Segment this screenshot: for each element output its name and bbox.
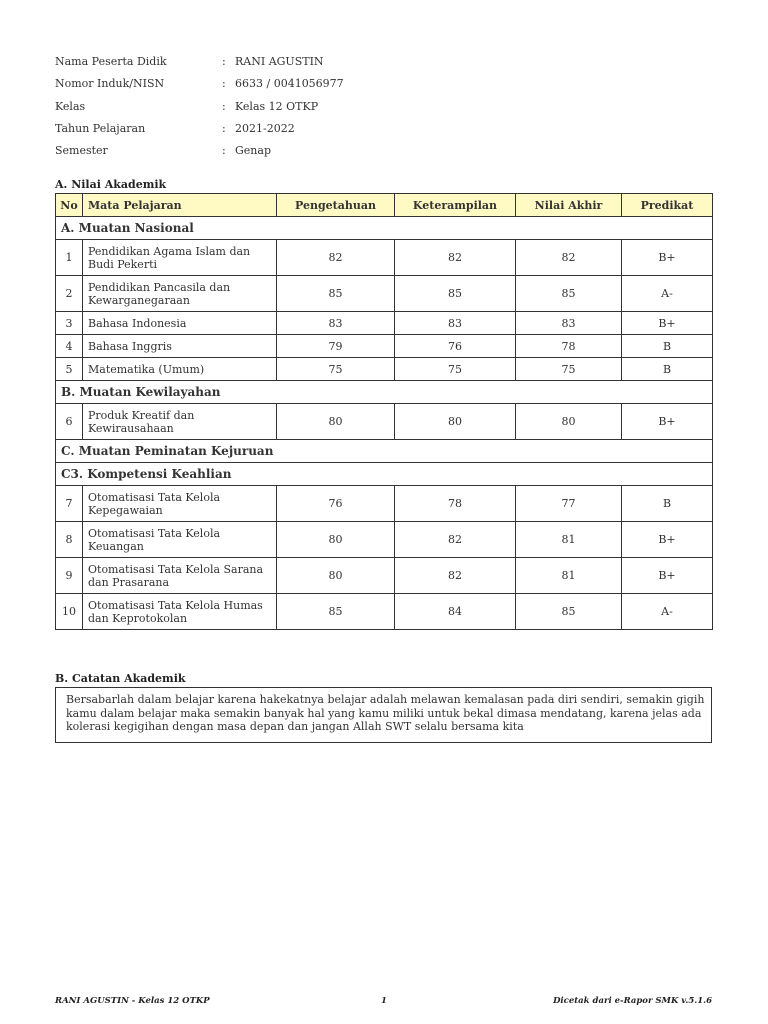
cell-final: 82 (516, 240, 622, 276)
cell-no: 4 (56, 335, 83, 358)
footer-printed-by: Dicetak dari e-Rapor SMK v.5.1.6 (553, 996, 712, 1006)
cell-final: 85 (516, 276, 622, 312)
cell-subject: Otomatisasi Tata Kelola Sarana dan Prasarana (83, 558, 277, 594)
header-skills: Keterampilan (395, 194, 516, 217)
cell-predicate: A- (622, 276, 713, 312)
cell-predicate: B (622, 358, 713, 381)
info-value: Genap (235, 144, 271, 158)
cell-subject: Matematika (Umum) (83, 358, 277, 381)
cell-no: 3 (56, 312, 83, 335)
info-label: Semester (55, 144, 108, 158)
info-label: Nama Peserta Didik (55, 55, 167, 68)
info-row-nisn (55, 77, 344, 99)
section-a-title: A. Nilai Akademik (55, 178, 167, 191)
cell-knowledge: 80 (277, 404, 395, 440)
cell-no: 9 (56, 558, 83, 594)
section-b-title: B. Catatan Akademik (55, 672, 186, 685)
cell-skills: 85 (395, 276, 516, 312)
header-final: Nilai Akhir (516, 194, 622, 217)
info-label: Kelas (55, 99, 86, 113)
cell-subject: Pendidikan Agama Islam dan Budi Pekerti (83, 240, 277, 276)
cell-predicate: A- (622, 594, 713, 630)
cell-predicate: B+ (622, 558, 713, 594)
cell-predicate: B+ (622, 522, 713, 558)
cell-predicate: B (622, 335, 713, 358)
cell-subject: Bahasa Inggris (83, 335, 277, 358)
header-knowledge: Pengetahuan (277, 194, 395, 217)
cell-subject: Pendidikan Pancasila dan Kewarganegaraan (83, 276, 277, 312)
cell-subject: Otomatisasi Tata Kelola Humas dan Keprotokolan (83, 594, 277, 630)
cell-knowledge: 79 (277, 335, 395, 358)
header-predicate: Predikat (622, 194, 713, 217)
cell-skills: 78 (395, 486, 516, 522)
cell-knowledge: 82 (277, 240, 395, 276)
cell-predicate: B+ (622, 312, 713, 335)
info-value: 6633 / 0041056977 (235, 77, 344, 91)
cell-no: 8 (56, 522, 83, 558)
cell-skills: 80 (395, 404, 516, 440)
info-label: Tahun Pelajaran (55, 121, 146, 135)
table-row (56, 486, 713, 522)
cell-subject: Produk Kreatif dan Kewirausahaan (83, 404, 277, 440)
cell-knowledge: 80 (277, 558, 395, 594)
cell-subject: Bahasa Indonesia (83, 312, 277, 335)
info-row-semester (55, 144, 344, 166)
cell-no: 10 (56, 594, 83, 630)
table-row (56, 335, 713, 358)
cell-knowledge: 76 (277, 486, 395, 522)
info-value: RANI AGUSTIN (235, 55, 324, 68)
cell-skills: 76 (395, 335, 516, 358)
cell-final: 80 (516, 404, 622, 440)
info-label: Nomor Induk/NISN (55, 77, 165, 91)
table-row (56, 358, 713, 381)
footer-page-number: 1 (381, 996, 387, 1006)
table-row (56, 594, 713, 630)
info-row-class (55, 100, 344, 122)
group-title: A. Muatan Nasional (56, 217, 713, 240)
cell-subject: Otomatisasi Tata Kelola Kepegawaian (83, 486, 277, 522)
header-subject: Mata Pelajaran (83, 194, 277, 217)
cell-subject: Otomatisasi Tata Kelola Keuangan (83, 522, 277, 558)
table-row (56, 240, 713, 276)
cell-final: 78 (516, 335, 622, 358)
cell-final: 81 (516, 522, 622, 558)
group-title: C. Muatan Peminatan Kejuruan (56, 440, 713, 463)
cell-no: 6 (56, 404, 83, 440)
table-row (56, 558, 713, 594)
cell-skills: 84 (395, 594, 516, 630)
cell-predicate: B+ (622, 404, 713, 440)
info-colon: : (222, 77, 226, 91)
cell-final: 85 (516, 594, 622, 630)
table-row (56, 276, 713, 312)
info-colon: : (222, 55, 226, 68)
cell-final: 81 (516, 558, 622, 594)
info-colon: : (222, 121, 226, 135)
table-header-row (56, 194, 713, 217)
cell-predicate: B (622, 486, 713, 522)
page-footer (55, 996, 712, 1008)
cell-knowledge: 75 (277, 358, 395, 381)
footer-student: RANI AGUSTIN - Kelas 12 OTKP (55, 996, 210, 1006)
info-colon: : (222, 144, 226, 158)
info-value: Kelas 12 OTKP (235, 99, 319, 113)
table-row (56, 522, 713, 558)
cell-knowledge: 83 (277, 312, 395, 335)
student-info (55, 55, 344, 166)
group-title: B. Muatan Kewilayahan (56, 381, 713, 404)
cell-skills: 82 (395, 240, 516, 276)
cell-final: 83 (516, 312, 622, 335)
academic-notes: Bersabarlah dalam belajar karena hakekatnya belajar adalah melawan kemalasan pada diri sendiri, semakin gigih kamu dalam belajar maka semakin banyak hal yang kamu miliki untuk bekal dimasa mendatang, karena jelas ada kolerasi kegigihan dengan masa depan dan jangan Allah SWT selalu bersama kita (55, 687, 712, 743)
cell-no: 7 (56, 486, 83, 522)
cell-knowledge: 85 (277, 594, 395, 630)
cell-skills: 83 (395, 312, 516, 335)
cell-no: 5 (56, 358, 83, 381)
cell-knowledge: 80 (277, 522, 395, 558)
group-subtitle: C3. Kompetensi Keahlian (56, 463, 713, 486)
cell-skills: 82 (395, 522, 516, 558)
grades-table (55, 193, 713, 630)
cell-predicate: B+ (622, 240, 713, 276)
table-row (56, 312, 713, 335)
info-row-year (55, 122, 344, 144)
header-no: No (56, 194, 83, 217)
cell-no: 2 (56, 276, 83, 312)
cell-skills: 82 (395, 558, 516, 594)
cell-skills: 75 (395, 358, 516, 381)
info-row-name (55, 55, 344, 77)
cell-final: 75 (516, 358, 622, 381)
cell-final: 77 (516, 486, 622, 522)
info-colon: : (222, 99, 226, 113)
info-value: 2021-2022 (235, 121, 295, 135)
table-row (56, 404, 713, 440)
cell-knowledge: 85 (277, 276, 395, 312)
cell-no: 1 (56, 240, 83, 276)
